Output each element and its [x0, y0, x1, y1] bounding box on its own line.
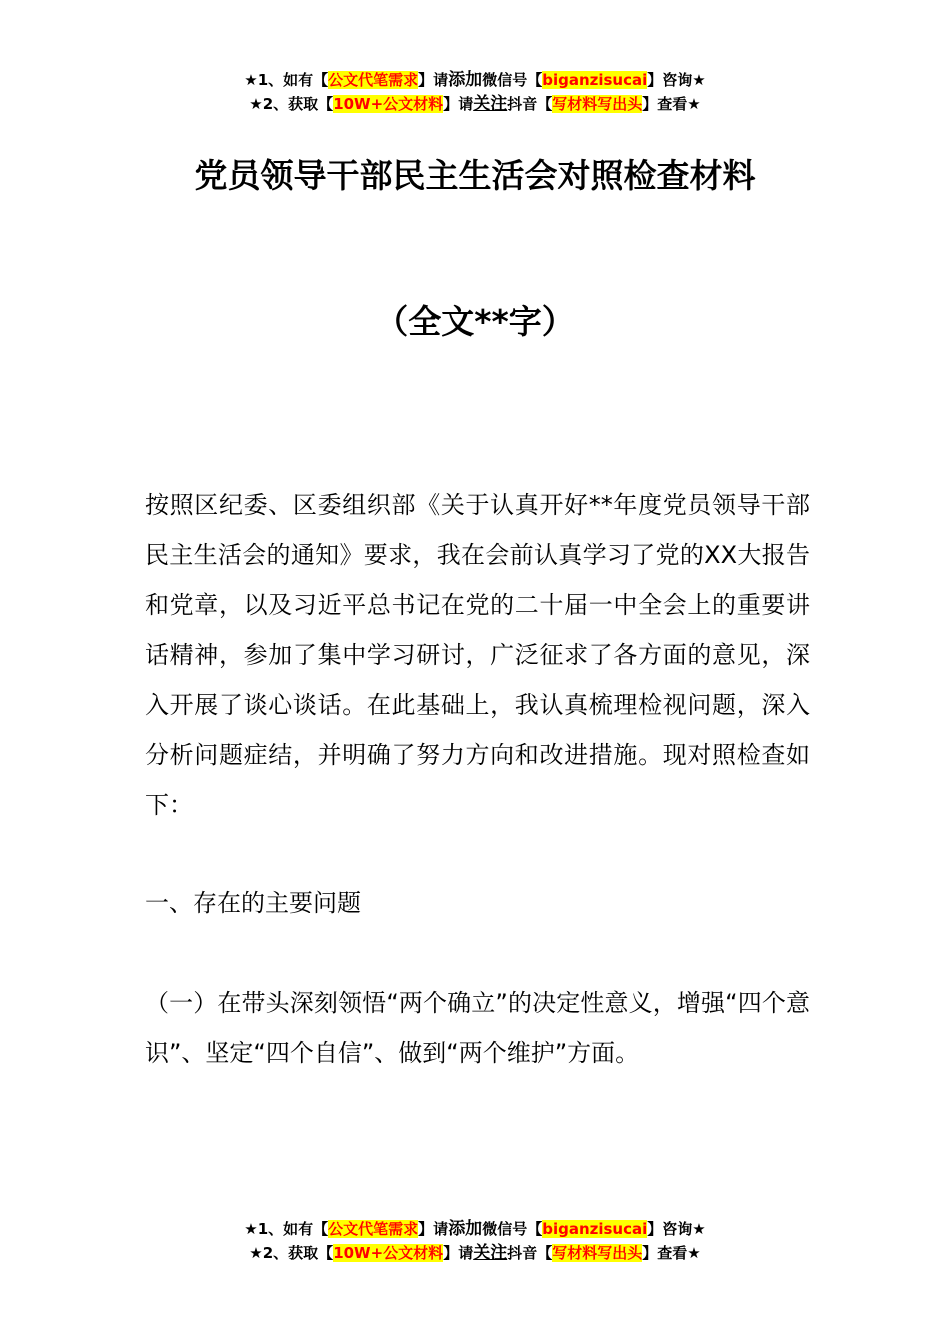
banner-emphasis: 关注 — [473, 1243, 508, 1263]
banner-text: 】请 — [443, 1244, 474, 1262]
banner-emphasis: 添加 — [448, 1219, 483, 1239]
banner-emphasis: 添加 — [448, 70, 483, 90]
banner-emphasis: 关注 — [473, 94, 508, 114]
wechat-id-highlight: biganzisucai — [542, 71, 648, 89]
intro-paragraph: 按照区纪委、区委组织部《关于认真开好**年度党员领导干部民主生活会的通知》要求，我在会前认真学习了党的XX大报告和党章，以及习近平总书记在党的二十届一中全会上的重要讲话精神，参加了集中学习研讨，广泛征求了各方面的意见，深入开展了谈心谈话。在此基础上，我认真梳理检视问题，深入分析问题症结，并明确了努力方向和改进措施。现对照检查如下： — [145, 491, 810, 819]
banner-text: 抖音【 — [507, 1244, 553, 1262]
banner-line-2 — [0, 92, 950, 116]
banner-line-1 — [0, 1217, 950, 1241]
douyin-id-highlight: 写材料写出头 — [552, 95, 643, 113]
section-heading: 一、存在的主要问题 — [145, 889, 361, 917]
banner-highlight: 10W+公文材料 — [333, 1244, 444, 1262]
banner-text: ★2、获取【 — [249, 1244, 334, 1262]
bottom-banner — [0, 1217, 950, 1265]
banner-text: 微信号【 — [482, 71, 543, 89]
wechat-id-highlight: biganzisucai — [542, 1220, 648, 1238]
banner-line-1 — [0, 68, 950, 92]
banner-text: 】请 — [418, 1220, 449, 1238]
banner-text: 】查看★ — [642, 1244, 701, 1262]
banner-text: 】请 — [443, 95, 474, 113]
banner-highlight: 公文代笔需求 — [328, 71, 419, 89]
banner-text: 】查看★ — [642, 95, 701, 113]
banner-text: 抖音【 — [507, 95, 553, 113]
banner-highlight: 10W+公文材料 — [333, 95, 444, 113]
banner-text: ★1、如有【 — [244, 1220, 329, 1238]
banner-text: 】请 — [418, 71, 449, 89]
banner-line-2 — [0, 1241, 950, 1265]
document-subtitle: （全文**字） — [375, 302, 575, 341]
banner-highlight: 公文代笔需求 — [328, 1220, 419, 1238]
banner-text: 微信号【 — [482, 1220, 543, 1238]
banner-text: ★2、获取【 — [249, 95, 334, 113]
banner-text: ★1、如有【 — [244, 71, 329, 89]
top-banner — [0, 68, 950, 116]
document-title: 党员领导干部民主生活会对照检查材料 — [194, 156, 756, 195]
subsection-paragraph: （一）在带头深刻领悟“两个确立”的决定性意义，增强“四个意识”、坚定“四个自信”、做到“两个维护”方面。 — [145, 989, 810, 1067]
douyin-id-highlight: 写材料写出头 — [552, 1244, 643, 1262]
banner-text: 】咨询★ — [647, 1220, 706, 1238]
banner-text: 】咨询★ — [647, 71, 706, 89]
